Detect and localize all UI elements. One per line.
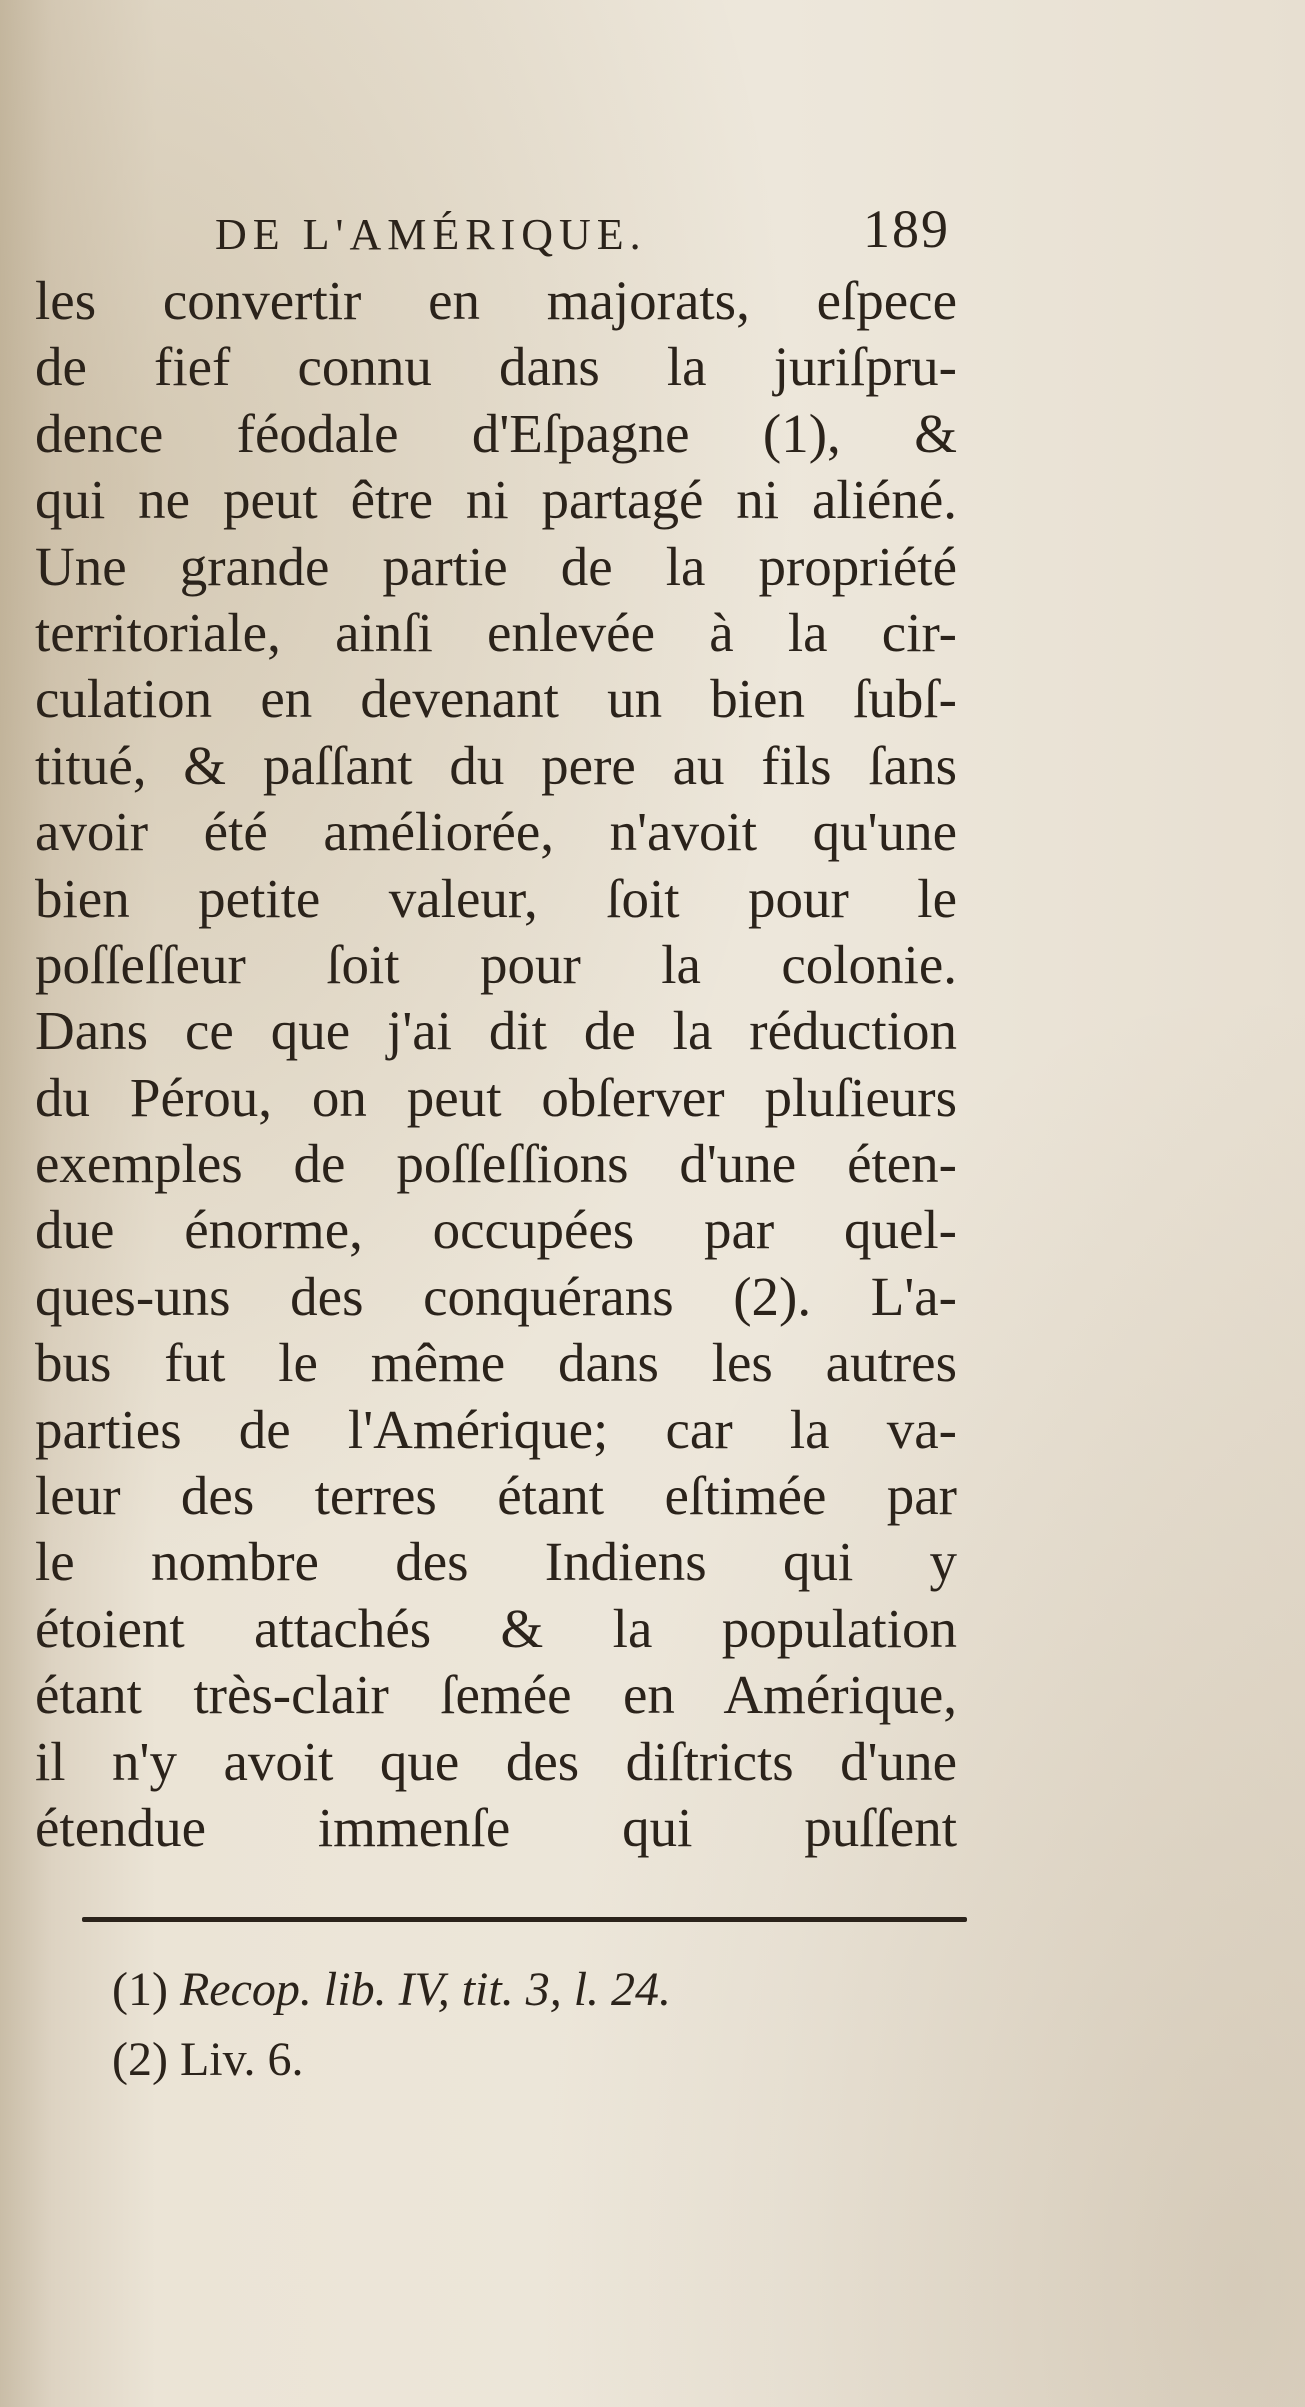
running-title: DE L'AMÉRIQUE. [215, 210, 647, 259]
text-line: il n'y avoit que des diſtricts d'une [35, 1730, 957, 1792]
text-line: ques-uns des conquérans (2). L'a- [35, 1265, 957, 1327]
text-line: culation en devenant un bien ſubſ- [35, 668, 957, 730]
text-line: poſſeſſeur ſoit pour la colonie. [35, 933, 957, 995]
footnote-1 [112, 1955, 932, 2025]
footnote-rule [82, 1917, 967, 1922]
text-line: due énorme, occupées par quel- [35, 1199, 957, 1261]
text-line: dence féodale d'Eſpagne (1), & [35, 402, 957, 464]
text-line: Une grande partie de la propriété [35, 535, 957, 597]
body-text [35, 268, 957, 1861]
footnotes [112, 1955, 932, 2095]
footnote-2 [112, 2025, 932, 2095]
text-line: exemples de poſſeſſions d'une éten- [35, 1133, 957, 1195]
page-header [215, 190, 950, 260]
footnote-text: Liv. 6. [179, 2033, 304, 2086]
footnote-ref: (2) [112, 2033, 168, 2086]
footnote-text: Recop. lib. IV, tit. 3, l. 24. [179, 1963, 672, 2016]
text-line: bien petite valeur, ſoit pour le [35, 867, 957, 929]
footnote-ref: (1) [112, 1963, 168, 2016]
text-line: les convertir en majorats, eſpece [35, 270, 957, 331]
text-line: étendue immenſe qui puſſent [35, 1796, 957, 1858]
text-line: parties de l'Amérique; car la va- [35, 1398, 957, 1460]
text-line: étoient attachés & la population [35, 1597, 957, 1659]
text-line: titué, & paſſant du pere au fils ſans [35, 734, 957, 796]
text-line: Dans ce que j'ai dit de la réduction [35, 1000, 957, 1062]
text-line: le nombre des Indiens qui y [35, 1531, 957, 1593]
text-line: territoriale, ainſi enlevée à la cir- [35, 601, 957, 663]
page-number: 189 [863, 199, 950, 259]
text-line: leur des terres étant eſtimée par [35, 1465, 957, 1527]
text-line: qui ne peut être ni partagé ni aliéné. [35, 469, 957, 531]
text-line: avoir été améliorée, n'avoit qu'une [35, 801, 957, 863]
text-line: de fief connu dans la juriſpru- [35, 336, 957, 398]
text-line: du Pérou, on peut obſerver pluſieurs [35, 1066, 957, 1128]
text-line: bus fut le même dans les autres [35, 1332, 957, 1394]
text-line: étant très-clair ſemée en Amérique, [35, 1664, 957, 1726]
